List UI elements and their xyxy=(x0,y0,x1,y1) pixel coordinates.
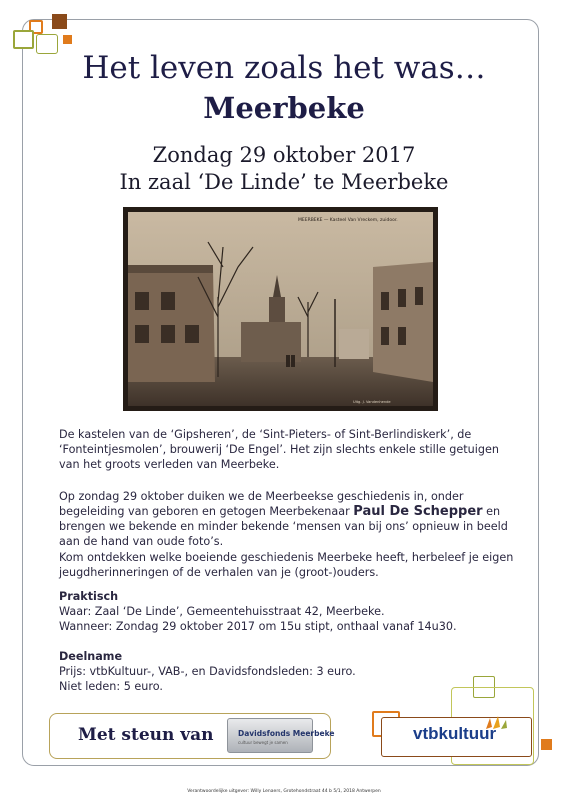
event-venue: In zaal ‘De Linde’ te Meerbeke xyxy=(119,170,449,194)
davidsfonds-logo-sub: cultuur bewegt je samen xyxy=(238,740,288,745)
decor-square xyxy=(541,739,552,750)
praktisch-heading: Praktisch xyxy=(59,590,119,603)
sponsor-label: Met steun van xyxy=(78,725,214,745)
deelname-heading: Deelname xyxy=(59,650,123,663)
historic-photo xyxy=(123,207,438,411)
guide-name: Paul De Schepper xyxy=(353,504,483,519)
decor-square xyxy=(63,35,72,44)
publisher-footer: Verantwoordelijke uitgever: Willy Lenaers, Grotehondstraat 44 b 5/1, 2018 Antwerpen xyxy=(187,789,381,794)
guide-paragraph xyxy=(59,489,519,549)
davidsfonds-logo-text: Davidsfonds Meerbeke xyxy=(238,729,335,738)
davidsfonds-logo xyxy=(227,718,335,753)
vtbkultuur-logo: vtbkultuur xyxy=(413,724,497,743)
photo-caption-bottom: Uitg. J. Vandenhende xyxy=(353,400,391,404)
time-line: Wanneer: Zondag 29 oktober 2017 om 15u stipt, onthaal vanaf 14u30. xyxy=(59,620,457,633)
price-members-line: Prijs: vtbKultuur-, VAB-, en Davidsfondsleden: 3 euro. xyxy=(59,665,356,678)
location-line: Waar: Zaal ‘De Linde’, Gemeentehuisstraat 42, Meerbeke. xyxy=(59,605,385,618)
intro-paragraph: De kastelen van de ‘Gipsheren’, de ‘Sint-Pieters- of Sint-Berlindiskerk’, de ‘Fonteintjesmolen’, brouwerij ‘De Engel’. Het zijn slechts enkele stille getuigen van het groots verleden van Meerbeke. xyxy=(59,428,499,471)
event-date: Zondag 29 oktober 2017 xyxy=(152,143,416,167)
title-line-1: Het leven zoals het was… xyxy=(82,50,486,86)
price-nonmembers-line: Niet leden: 5 euro. xyxy=(59,680,163,693)
decor-square xyxy=(52,14,67,29)
sponsor-box xyxy=(49,713,335,759)
invite-paragraph: Kom ontdekken welke boeiende geschiedenis Meerbeke heeft, herbeleef je eigen jeugdherinneringen of de verhalen van je (groot-)ouders. xyxy=(59,551,514,579)
photo-caption-top: MEERBEKE — Kasteel Van Vreckem, zuidoor. xyxy=(298,218,398,223)
title-town: Meerbeke xyxy=(203,91,365,125)
guide-text-before: Op zondag 29 oktober duiken we de Meerbeekse geschiedenis in, onder begeleiding van geboren en getogen Meerbekenaar xyxy=(59,490,464,518)
guide-text-after: en brengen we bekende en minder bekende ‘mensen van bij ons’ opnieuw in beeld aan de hand van oude foto’s. xyxy=(59,505,508,548)
decor-square xyxy=(13,30,34,49)
